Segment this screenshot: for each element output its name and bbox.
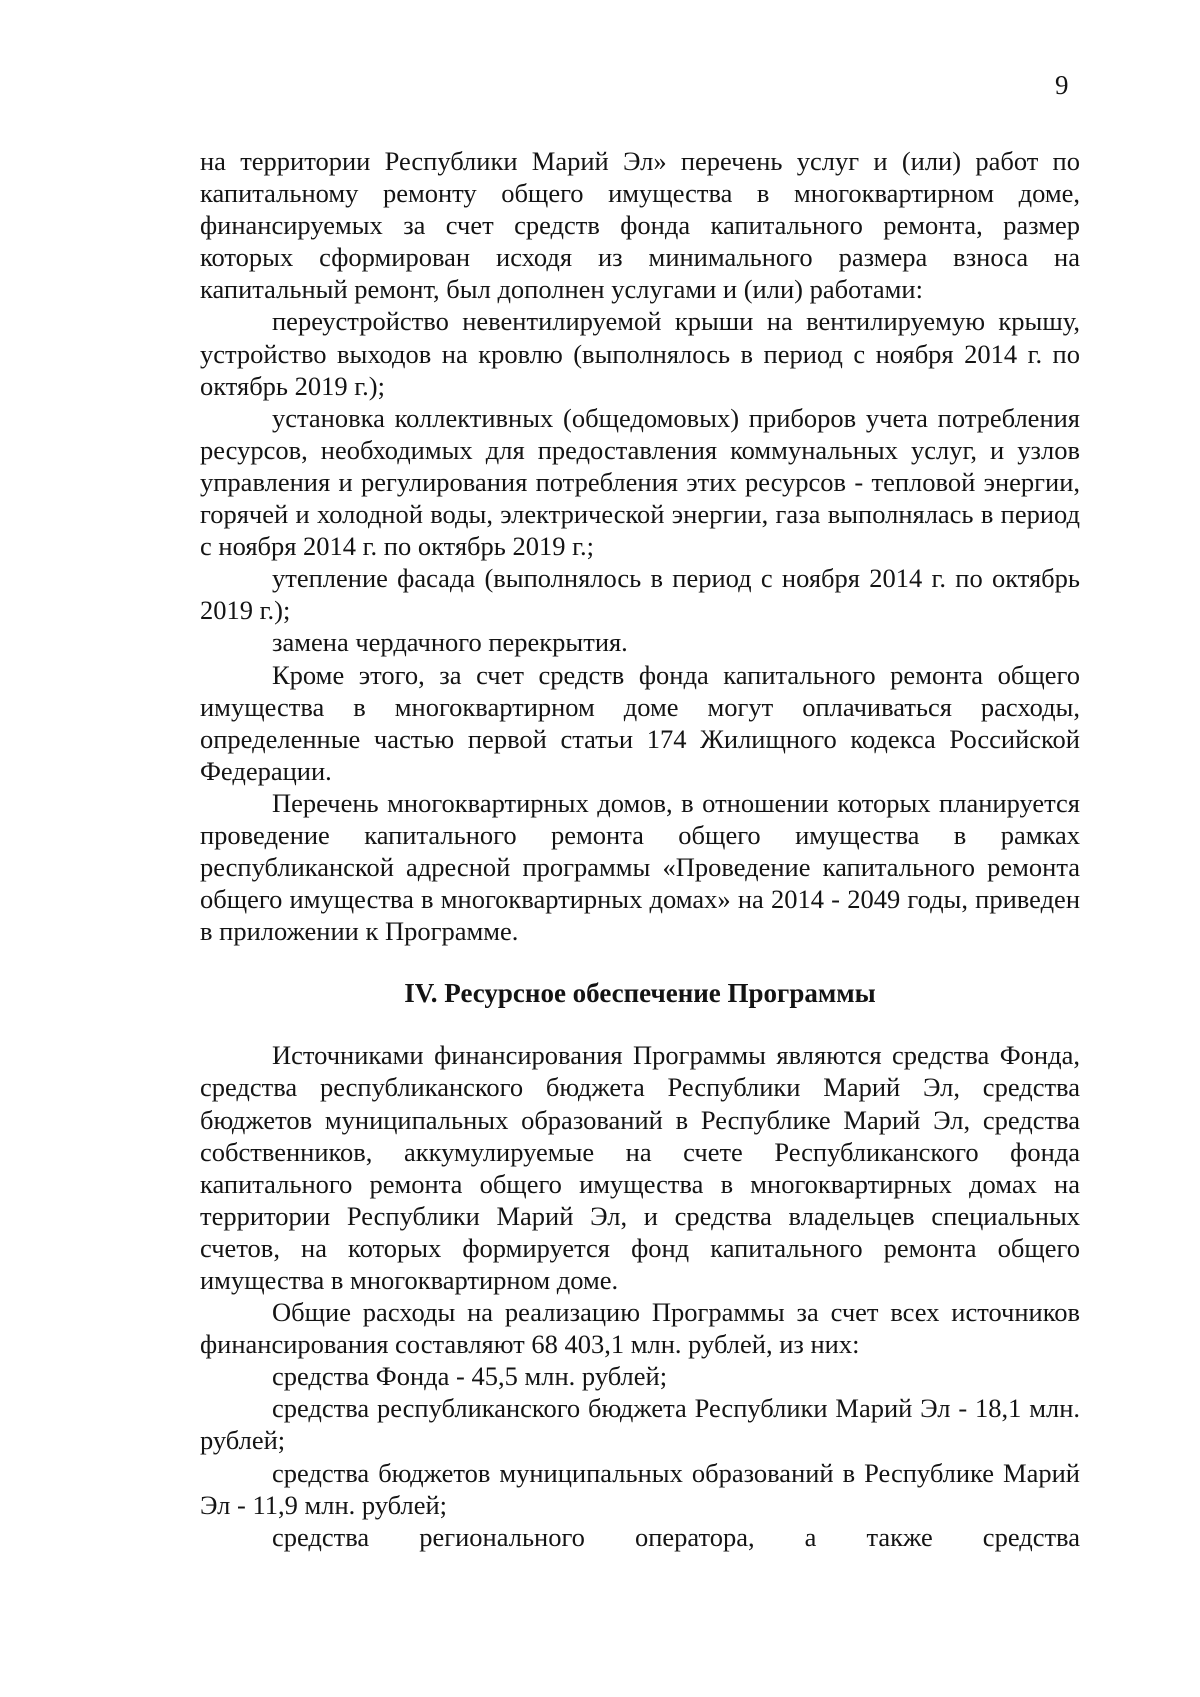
paragraph-funding-sources: Источниками финансирования Программы являются средства Фонда, средства республиканского бюджета Республики Марий Эл, средства бюджетов муниципальных образований в Республике Марий Эл, средства собственников, аккумулируемые на счете Республиканского фонда капитального ремонта общего имущества в многоквартирных домах на территории Республики Марий Эл, и средства владельцев специальных счетов, на которых формируется фонд капитального ремонта общего имущества в многоквартирном доме. (200, 1040, 1080, 1295)
paragraph-total-costs: Общие расходы на реализацию Программы за счет всех источников финансирования составляют 68 403,1 млн. рублей, из них: (200, 1297, 1080, 1360)
section-heading: IV. Ресурсное обеспечение Программы (404, 978, 876, 1009)
list-item-regional-operator: средства регионального оператора, а также средства (272, 1521, 1080, 1552)
paragraph-house-list: Перечень многоквартирных домов, в отношении которых планируется проведение капитального ремонта общего имущества в рамках республиканской адресной программы «Проведение капитального ремонта общего имущества в многоквартирных домах» на 2014 - 2049 годы, приведен в приложении к Программе. (200, 787, 1080, 947)
paragraph-continuation: на территории Республики Марий Эл» перечень услуг и (или) работ по капитальному ремонту общего имущества в многоквартирном доме, финансируемых за счет средств фонда капитального ремонта, размер которых сформирован исходя из минимального размера взноса на капитальный ремонт, был дополнен услугами и (или) работами: (200, 146, 1080, 305)
page-number: 9 (1055, 70, 1069, 100)
list-item-facade: утепление фасада (выполнялось в период с ноября 2014 г. по октябрь 2019 г.); (200, 563, 1080, 626)
list-item-meters: установка коллективных (общедомовых) приборов учета потребления ресурсов, необходимых для предоставления коммунальных услуг, и узлов управления и регулирования потребления этих ресурсов - тепловой энергии, горячей и холодной воды, электрической энергии, газа выполнялась в период с ноября 2014 г. по октябрь 2019 г.; (200, 402, 1080, 562)
list-item-republic-budget: средства республиканского бюджета Республики Марий Эл - 18,1 млн. рублей; (200, 1393, 1080, 1456)
list-item-roof: переустройство невентилируемой крыши на вентилируемую крышу, устройство выходов на кровлю (выполнялось в период с ноября 2014 г. по октябрь 2019 г.); (200, 306, 1080, 401)
list-item-attic: замена чердачного перекрытия. (272, 627, 628, 658)
document-body (200, 145, 1080, 1553)
list-item-fund: средства Фонда - 45,5 млн. рублей; (272, 1361, 668, 1392)
list-item-municipal-budgets: средства бюджетов муниципальных образований в Республике Марий Эл - 11,9 млн. рублей; (200, 1457, 1080, 1520)
paragraph-expenses: Кроме этого, за счет средств фонда капитального ремонта общего имущества в многоквартирном доме могут оплачиваться расходы, определенные частью первой статьи 174 Жилищного кодекса Российской Федерации. (200, 659, 1080, 786)
